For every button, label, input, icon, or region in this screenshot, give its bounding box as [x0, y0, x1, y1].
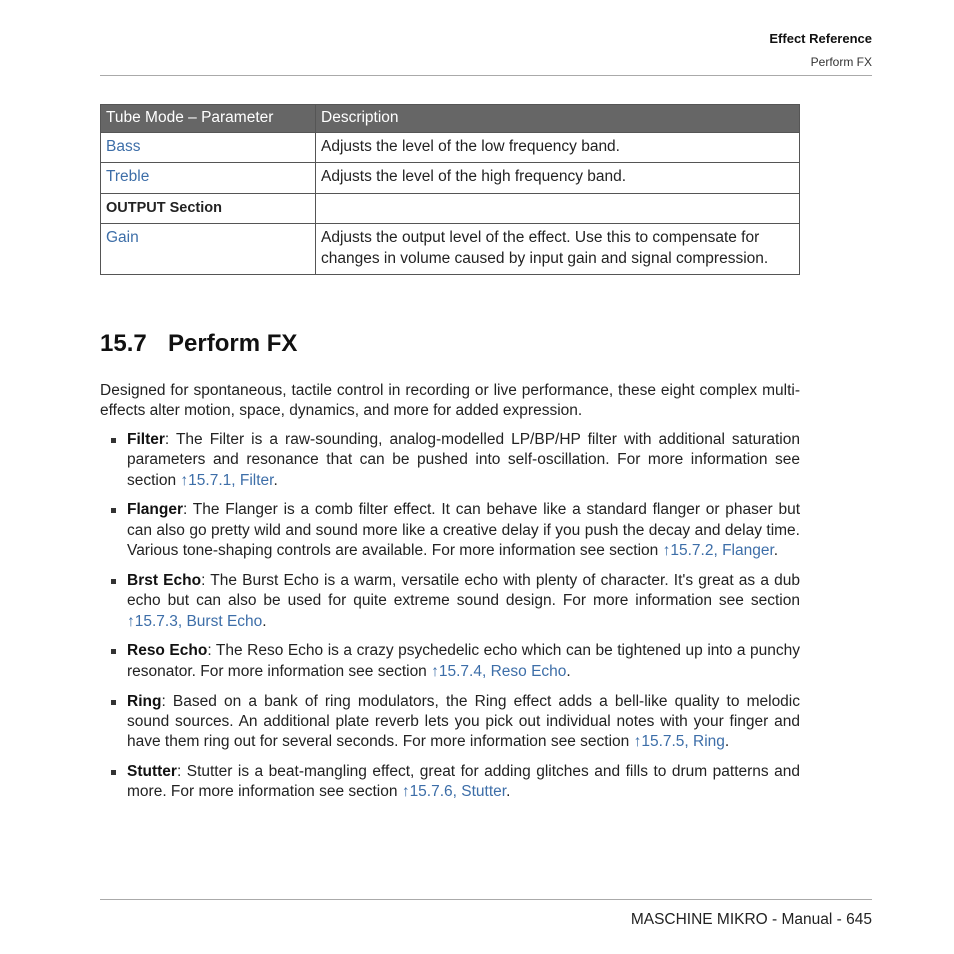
footer-page-info: MASCHINE MIKRO - Manual - 645	[630, 911, 872, 928]
table-cell-description: Adjusts the output level of the effect. Use this to compensate for changes in volume caused by input gain and signal compression.	[316, 224, 800, 275]
table-cell-description	[316, 193, 800, 224]
section-link-ring[interactable]: ↑15.7.5, Ring	[633, 733, 725, 751]
table-row	[101, 224, 800, 275]
table-header-row	[101, 105, 800, 133]
effect-name: Flanger	[127, 501, 183, 519]
bullet-icon	[111, 770, 116, 775]
effect-description: : Stutter is a beat-mangling effect, great for adding glitches and fills to drum patterns and more. For more information see section	[127, 763, 800, 801]
list-item	[100, 571, 800, 632]
bullet-icon	[111, 579, 116, 584]
sentence-end: .	[773, 542, 779, 560]
sentence-end: .	[273, 471, 278, 489]
section-number: 15.7	[100, 330, 147, 357]
header-section: Perform FX	[810, 55, 872, 69]
parameter-table	[100, 104, 800, 275]
table-row	[101, 193, 800, 224]
section-link-filter[interactable]: ↑15.7.1, Filter	[180, 471, 274, 489]
section-intro: Designed for spontaneous, tactile control in recording or live performance, these eight complex multi-effects alter motion, space, dynamics, and more for added expression.	[100, 382, 800, 420]
param-link-treble[interactable]: Treble	[106, 168, 150, 185]
param-link-gain[interactable]: Gain	[106, 229, 139, 246]
list-item	[100, 500, 800, 561]
table-row	[101, 163, 800, 194]
list-item	[100, 430, 800, 491]
effect-description: : The Flanger is a comb filter effect. It can behave like a standard flanger or phaser but can also go pretty wild and sound more like a creative delay if you push the decay and delay time. Various tone-shaping controls are available. For more information see section	[127, 501, 800, 560]
section-link-burst-echo[interactable]: ↑15.7.3, Burst Echo	[127, 612, 263, 630]
param-link-bass[interactable]: Bass	[106, 137, 141, 155]
table-cell-parameter	[101, 163, 316, 194]
section-link-reso-echo[interactable]: ↑15.7.4, Reso Echo	[431, 662, 567, 680]
header-chapter: Effect Reference	[769, 31, 872, 46]
effect-description: : The Filter is a raw-sounding, analog-modelled LP/BP/HP filter with additional saturation parameters and resonance that can be pushed into self-oscillation. For more information see section	[127, 431, 800, 489]
effect-name: Filter	[127, 431, 165, 448]
header-divider	[100, 75, 872, 76]
sentence-end: .	[566, 662, 571, 680]
bullet-icon	[111, 438, 116, 443]
bullet-icon	[111, 508, 116, 513]
effects-list	[100, 430, 800, 812]
effect-description: : The Reso Echo is a crazy psychedelic echo which can be tightened up into a punchy resonator. For more information see section	[127, 642, 800, 680]
effect-description: : Based on a bank of ring modulators, the Ring effect adds a bell-like quality to melodic sound sources. An additional plate reverb lets you pick out individual notes with your finger and have them ring out for several seconds. For more information see section	[127, 692, 800, 751]
table-row	[101, 132, 800, 163]
effect-name: Brst Echo	[127, 571, 202, 589]
sentence-end: .	[724, 733, 730, 751]
sentence-end: .	[262, 612, 267, 630]
effect-description: : The Burst Echo is a warm, versatile echo with plenty of character. It's great as a dub echo but can also be used for quite extreme sound design. For more information see section	[127, 571, 800, 610]
table-header-parameter: Tube Mode – Parameter	[101, 105, 316, 133]
table-cell-parameter	[101, 224, 316, 275]
effect-name: Stutter	[127, 763, 177, 781]
section-link-stutter[interactable]: ↑15.7.6, Stutter	[401, 783, 507, 801]
list-item	[100, 692, 800, 753]
table-cell-parameter	[101, 193, 316, 224]
table-header-description: Description	[316, 105, 800, 133]
table-cell-description: Adjusts the level of the low frequency band.	[316, 132, 800, 163]
bullet-icon	[111, 700, 116, 705]
sentence-end: .	[506, 783, 511, 801]
bullet-icon	[111, 649, 116, 654]
list-item	[100, 762, 800, 803]
output-section-label: OUTPUT Section	[106, 199, 223, 216]
section-title: Perform FX	[168, 330, 298, 357]
footer-divider	[100, 899, 872, 900]
effect-name: Ring	[127, 692, 162, 710]
table-cell-description: Adjusts the level of the high frequency band.	[316, 163, 800, 194]
effect-name: Reso Echo	[127, 642, 208, 660]
section-link-flanger[interactable]: ↑15.7.2, Flanger	[662, 542, 774, 560]
section-heading	[100, 330, 297, 358]
list-item	[100, 641, 800, 682]
table-cell-parameter	[101, 132, 316, 163]
